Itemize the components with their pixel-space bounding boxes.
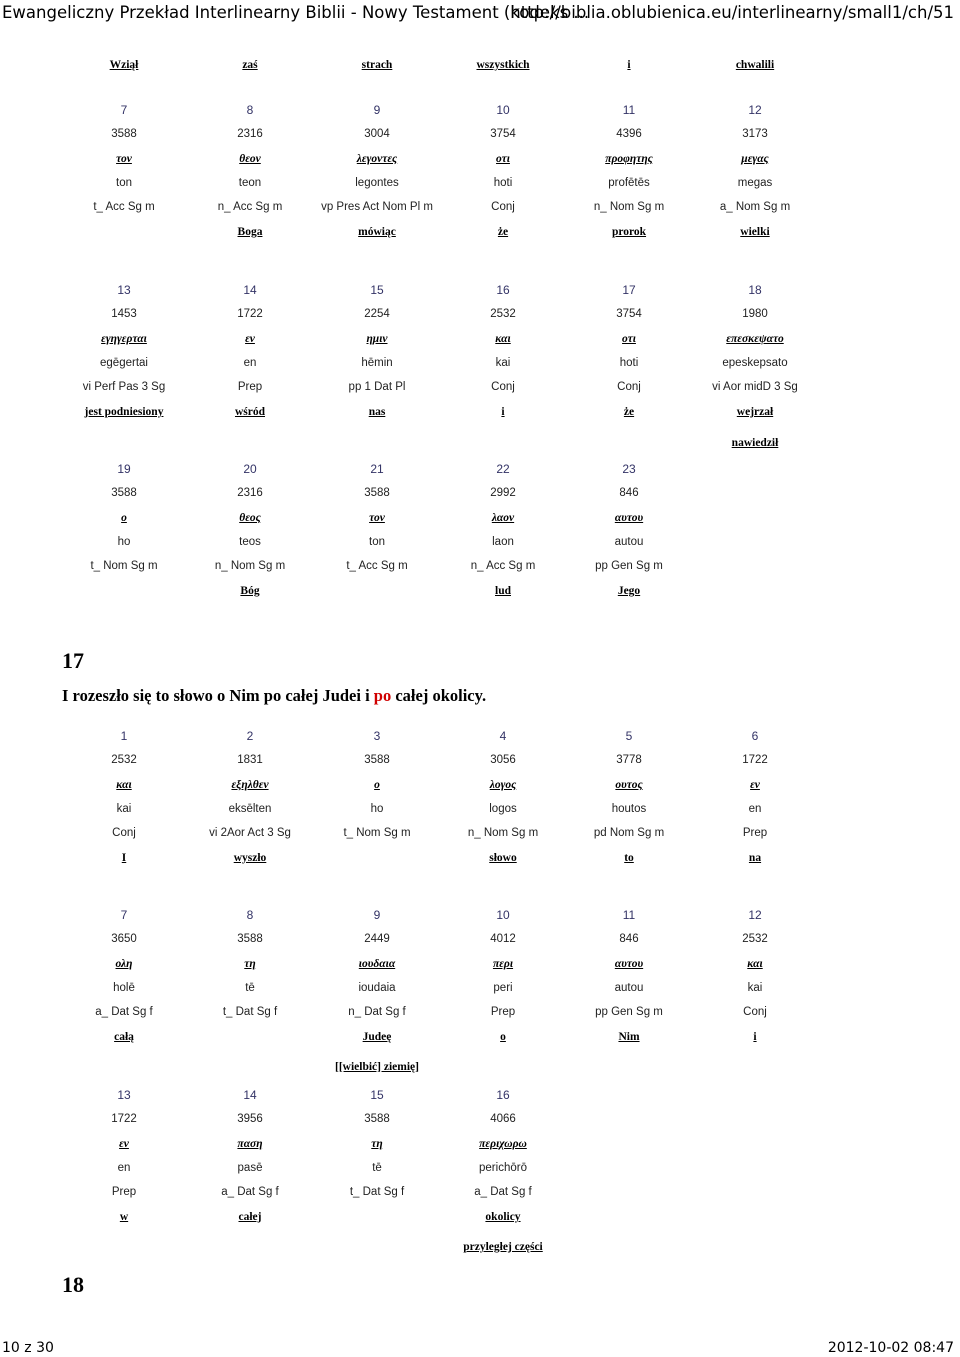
word-number: 1 <box>120 729 128 743</box>
polish-word-link[interactable]: mówiąc <box>358 226 396 238</box>
greek-word-link[interactable]: ιουδαια <box>358 958 396 970</box>
morphology-code: pp Gen Sg m <box>595 560 663 572</box>
polish-word-link[interactable]: Bóg <box>240 585 260 597</box>
greek-word-link[interactable]: και <box>747 958 763 970</box>
morphology-code: pp Gen Sg m <box>595 1006 663 1018</box>
verse-17-text-a: I rozeszło się to słowo o Nim po całej Judei i <box>62 686 374 705</box>
word-number: 7 <box>120 908 128 922</box>
greek-word-link[interactable]: περιχωρω <box>479 1138 527 1150</box>
greek-word-link[interactable]: οτι <box>622 333 636 345</box>
transliteration: hoti <box>493 177 513 189</box>
strong-number: 3588 <box>237 933 263 945</box>
morphology-code: Conj <box>617 381 641 393</box>
transliteration: en <box>243 357 257 369</box>
greek-word-link[interactable]: ο <box>121 512 127 524</box>
polish-word-link[interactable]: i <box>501 406 505 418</box>
word-number: 8 <box>246 103 254 117</box>
polish-word-link[interactable]: Judeę <box>362 1031 392 1043</box>
greek-word-link[interactable]: και <box>495 333 511 345</box>
transliteration: tē <box>245 982 255 994</box>
word-number: 20 <box>243 462 257 476</box>
transliteration: hoti <box>619 357 639 369</box>
morphology-code: t_ Nom Sg m <box>90 560 158 572</box>
alt-translation-link[interactable]: przyległej części <box>463 1241 543 1253</box>
strong-number: 1722 <box>237 308 263 320</box>
word-number: 13 <box>117 1088 131 1102</box>
polish-word-link[interactable]: i <box>753 1031 757 1043</box>
strong-number: 3650 <box>111 933 137 945</box>
strong-number: 3588 <box>111 487 137 499</box>
polish-word-link[interactable]: całej <box>238 1211 262 1223</box>
greek-word-link[interactable]: τον <box>369 512 385 524</box>
transliteration: en <box>117 1162 131 1174</box>
strong-number: 846 <box>619 933 639 945</box>
word-number: 4 <box>499 729 507 743</box>
transliteration: profētēs <box>608 177 650 189</box>
morphology-code: t_ Dat Sg f <box>222 1006 278 1018</box>
strong-number: 2532 <box>111 754 137 766</box>
page-title: Ewangeliczny Przekład Interlinearny Biblii - Nowy Testament (kodeks ... <box>2 3 590 22</box>
morphology-code: a_ Dat Sg f <box>95 1006 153 1018</box>
greek-word-link[interactable]: εν <box>245 333 255 345</box>
strong-number: 2254 <box>364 308 390 320</box>
morphology-code: t_ Acc Sg m <box>93 201 155 213</box>
strong-number: 1722 <box>111 1113 137 1125</box>
verse-17-text-highlight: po <box>373 686 392 705</box>
word-number: 16 <box>496 1088 510 1102</box>
transliteration: pasē <box>237 1162 263 1174</box>
transliteration: eksēlten <box>228 803 272 815</box>
morphology-code: Prep <box>237 381 263 393</box>
word-number: 10 <box>496 103 510 117</box>
word-number: 22 <box>496 462 510 476</box>
polish-word-link[interactable]: że <box>497 226 509 238</box>
word-number: 8 <box>246 908 254 922</box>
greek-word-link[interactable]: θεον <box>239 153 261 165</box>
polish-word-link[interactable]: na <box>748 852 762 864</box>
morphology-code: vi Aor midD 3 Sg <box>712 381 798 393</box>
polish-word-link[interactable]: i <box>627 59 631 71</box>
polish-word-link[interactable]: lud <box>495 585 511 597</box>
greek-word-link[interactable]: ο <box>374 779 380 791</box>
verse-17-text-b: całej okolicy. <box>391 686 487 705</box>
polish-word-link[interactable]: wyszło <box>233 852 267 864</box>
morphology-code: vp Pres Act Nom Pl m <box>321 201 433 213</box>
transliteration: ho <box>370 803 384 815</box>
greek-word-link[interactable]: επεσκεψατο <box>726 333 784 345</box>
browser-print-footer <box>0 1339 960 1357</box>
verse-number-17: 17 <box>62 648 84 673</box>
word-number: 3 <box>373 729 381 743</box>
word-number: 19 <box>117 462 131 476</box>
word-number: 10 <box>496 908 510 922</box>
word-number: 17 <box>622 283 636 297</box>
alt-translation-link[interactable]: nawiedził <box>731 437 779 449</box>
strong-number: 3588 <box>364 754 390 766</box>
greek-word-link[interactable]: λαον <box>491 512 515 524</box>
morphology-code: Prep <box>111 1186 137 1198</box>
word-number: 13 <box>117 283 131 297</box>
polish-word-link[interactable]: okolicy <box>485 1211 521 1223</box>
greek-word-link[interactable]: εξηλθεν <box>231 779 269 791</box>
morphology-code: pd Nom Sg m <box>593 827 665 839</box>
polish-word-link[interactable]: w <box>119 1211 129 1223</box>
strong-number: 1980 <box>742 308 768 320</box>
polish-word-link[interactable]: wszystkich <box>476 59 530 71</box>
morphology-code: Prep <box>742 827 768 839</box>
morphology-code: vi Perf Pas 3 Sg <box>82 381 166 393</box>
greek-word-link[interactable]: και <box>116 779 132 791</box>
strong-number: 3956 <box>237 1113 263 1125</box>
word-number: 14 <box>243 1088 257 1102</box>
polish-word-link[interactable]: całą <box>114 1031 134 1043</box>
polish-word-link[interactable]: wejrzał <box>736 406 774 418</box>
strong-number: 2316 <box>237 128 263 140</box>
transliteration: autou <box>614 536 644 548</box>
strong-number: 2449 <box>364 933 390 945</box>
greek-word-link[interactable]: εν <box>119 1138 129 1150</box>
page-url: http://biblia.oblubienica.eu/interlinearny/small1/ch/51 <box>510 3 954 22</box>
word-number: 11 <box>622 103 636 117</box>
morphology-code: t_ Nom Sg m <box>343 827 411 839</box>
morphology-code: Conj <box>112 827 136 839</box>
transliteration: megas <box>737 177 773 189</box>
verse-number-18: 18 <box>62 1272 84 1297</box>
morphology-code: Conj <box>491 381 515 393</box>
strong-number: 3004 <box>364 128 390 140</box>
morphology-code: n_ Acc Sg m <box>470 560 536 572</box>
polish-word-link[interactable]: to <box>624 852 634 864</box>
strong-number: 1831 <box>237 754 263 766</box>
greek-word-link[interactable]: οτι <box>496 153 510 165</box>
word-number: 23 <box>622 462 636 476</box>
word-number: 11 <box>622 908 636 922</box>
greek-word-link[interactable]: λεγοντες <box>356 153 398 165</box>
strong-number: 3056 <box>490 754 516 766</box>
word-number: 14 <box>243 283 257 297</box>
greek-word-link[interactable]: τη <box>371 1138 383 1150</box>
morphology-code: t_ Dat Sg f <box>349 1186 405 1198</box>
strong-number: 3588 <box>364 487 390 499</box>
alt-translation-link[interactable]: [[wielbić] ziemię] <box>335 1061 419 1073</box>
word-number: 6 <box>751 729 759 743</box>
morphology-code: t_ Acc Sg m <box>346 560 408 572</box>
greek-word-link[interactable]: λογος <box>489 779 517 791</box>
word-number: 21 <box>370 462 384 476</box>
greek-word-link[interactable]: εγηγερται <box>101 333 147 345</box>
word-number: 2 <box>246 729 254 743</box>
polish-word-link[interactable]: słowo <box>489 852 517 864</box>
polish-word-link[interactable]: wśród <box>234 406 266 418</box>
transliteration: ton <box>116 177 132 189</box>
word-number: 9 <box>373 908 381 922</box>
polish-word-link[interactable]: jest podniesiony <box>84 406 164 418</box>
strong-number: 3754 <box>616 308 642 320</box>
transliteration: ton <box>369 536 385 548</box>
morphology-code: a_ Dat Sg f <box>221 1186 279 1198</box>
word-number: 12 <box>748 908 762 922</box>
morphology-code: pp 1 Dat Pl <box>348 381 406 393</box>
greek-word-link[interactable]: προφητης <box>605 153 653 165</box>
transliteration: ho <box>117 536 131 548</box>
polish-word-link[interactable]: o <box>500 1031 506 1043</box>
strong-number: 846 <box>619 487 639 499</box>
morphology-code: a_ Nom Sg m <box>719 201 791 213</box>
polish-word-link[interactable]: Wziął <box>109 59 139 71</box>
polish-word-link[interactable]: prorok <box>611 226 647 238</box>
strong-number: 2992 <box>490 487 516 499</box>
strong-number: 3778 <box>616 754 642 766</box>
morphology-code: n_ Nom Sg m <box>593 201 665 213</box>
strong-number: 4396 <box>616 128 642 140</box>
morphology-code: vi 2Aor Act 3 Sg <box>209 827 291 839</box>
transliteration: logos <box>489 803 517 815</box>
strong-number: 1453 <box>111 308 137 320</box>
word-number: 18 <box>748 283 762 297</box>
greek-word-link[interactable]: ουτος <box>615 779 643 791</box>
morphology-code: n_ Nom Sg m <box>214 560 286 572</box>
word-number: 5 <box>625 729 633 743</box>
transliteration: legontes <box>355 177 399 189</box>
print-datetime: 2012-10-02 08:47 <box>827 1340 954 1356</box>
greek-word-link[interactable]: ημιν <box>366 333 388 345</box>
strong-number: 4012 <box>490 933 516 945</box>
greek-word-link[interactable]: αυτου <box>614 958 644 970</box>
transliteration: teos <box>239 536 261 548</box>
transliteration: ioudaia <box>358 982 396 994</box>
morphology-code: a_ Dat Sg f <box>474 1186 532 1198</box>
strong-number: 3173 <box>742 128 768 140</box>
word-number: 15 <box>370 283 384 297</box>
strong-number: 4066 <box>490 1113 516 1125</box>
morphology-code: Prep <box>490 1006 516 1018</box>
greek-word-link[interactable]: αυτου <box>614 512 644 524</box>
greek-word-link[interactable]: παση <box>237 1138 263 1150</box>
polish-word-link[interactable]: nas <box>368 406 386 418</box>
transliteration: kai <box>747 982 763 994</box>
transliteration: perichōrō <box>479 1162 527 1174</box>
verse-17-text <box>62 686 486 706</box>
transliteration: teon <box>238 177 262 189</box>
morphology-code: n_ Acc Sg m <box>217 201 283 213</box>
word-number: 16 <box>496 283 510 297</box>
polish-word-link[interactable]: I <box>121 852 127 864</box>
morphology-code: n_ Nom Sg m <box>467 827 539 839</box>
greek-word-link[interactable]: περι <box>492 958 514 970</box>
polish-word-link[interactable]: zaś <box>242 59 258 71</box>
word-number: 7 <box>120 103 128 117</box>
greek-word-link[interactable]: θεος <box>239 512 261 524</box>
transliteration: peri <box>493 982 513 994</box>
word-number: 15 <box>370 1088 384 1102</box>
morphology-code: Conj <box>491 201 515 213</box>
strong-number: 1722 <box>742 754 768 766</box>
greek-word-link[interactable]: μεγας <box>741 153 769 165</box>
morphology-code: n_ Dat Sg f <box>348 1006 406 1018</box>
greek-word-link[interactable]: εν <box>750 779 760 791</box>
transliteration: tē <box>372 1162 382 1174</box>
transliteration: kai <box>495 357 511 369</box>
transliteration: epeskepsato <box>722 357 788 369</box>
transliteration: kai <box>116 803 132 815</box>
strong-number: 2532 <box>742 933 768 945</box>
transliteration: egēgertai <box>100 357 148 369</box>
polish-word-link[interactable]: Jego <box>617 585 641 597</box>
transliteration: en <box>748 803 762 815</box>
strong-number: 2316 <box>237 487 263 499</box>
greek-word-link[interactable]: τον <box>116 153 132 165</box>
word-number: 9 <box>373 103 381 117</box>
polish-word-link[interactable]: chwalili <box>735 59 775 71</box>
polish-word-link[interactable]: Nim <box>618 1031 640 1043</box>
morphology-code: Conj <box>743 1006 767 1018</box>
polish-word-link[interactable]: strach <box>361 59 393 71</box>
word-number: 12 <box>748 103 762 117</box>
polish-word-link[interactable]: wielki <box>740 226 770 238</box>
greek-word-link[interactable]: τη <box>244 958 256 970</box>
page-counter: 10 z 30 <box>2 1340 54 1356</box>
transliteration: houtos <box>611 803 647 815</box>
polish-word-link[interactable]: że <box>623 406 635 418</box>
transliteration: laon <box>492 536 514 548</box>
greek-word-link[interactable]: ολη <box>115 958 133 970</box>
strong-number: 3754 <box>490 128 516 140</box>
transliteration: holē <box>113 982 135 994</box>
strong-number: 2532 <box>490 308 516 320</box>
strong-number: 3588 <box>111 128 137 140</box>
strong-number: 3588 <box>364 1113 390 1125</box>
transliteration: hēmin <box>361 357 393 369</box>
transliteration: autou <box>614 982 644 994</box>
polish-word-link[interactable]: Boga <box>237 226 263 238</box>
